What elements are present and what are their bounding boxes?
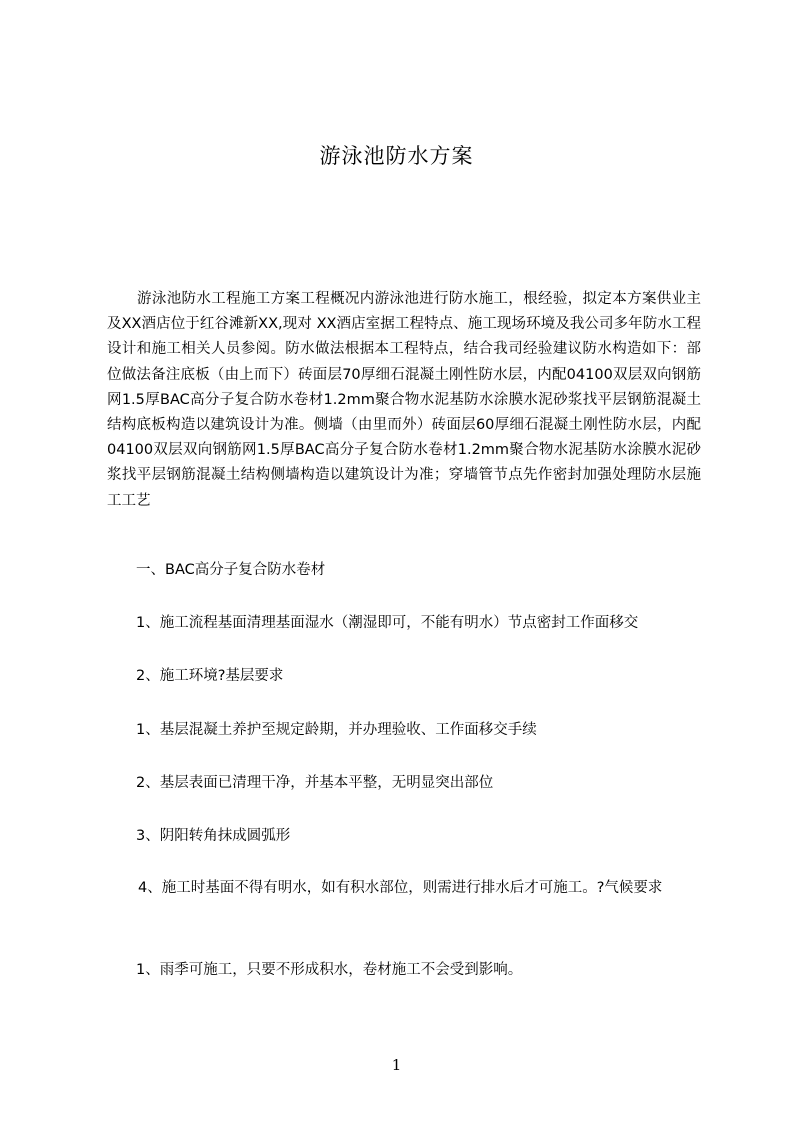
item-base-requirement-3: 3、阴阳转角抹成圆弧形: [136, 828, 291, 844]
item-base-requirement-2: 2、基层表面已清理干净，并基本平整，无明显突出部位: [136, 775, 494, 791]
item-climate-1: 1、雨季可施工，只要不形成积水，卷材施工不会受到影响。: [136, 962, 523, 978]
item-base-requirement-1: 1、基层混凝土养护至规定龄期，并办理验收、工作面移交手续: [136, 722, 537, 738]
page-number: 1: [391, 1056, 402, 1074]
item-base-requirement-4: 4、施工时基面不得有明水，如有积水部位，则需进行排水后才可施工。?气候要求: [138, 880, 663, 896]
section1-heading: 一、BAC高分子复合防水卷材: [136, 562, 326, 578]
intro-paragraph: 游泳池防水工程施工方案工程概况内游泳池进行防水施工，根经验，拟定本方案供业主及XX酒店位于红谷滩新XX,现对 XX酒店室据工程特点、施工现场环境及我公司多年防水工程设计和施工相关人员参阅。防水做法根据本工程特点，结合我司经验建议防水构造如下：部位做法备注底板（由上而下）砖面层70厚细石混凝土刚性防水层，内配04100双层双向钢筋网1.5厚BAC高分子复合防水卷材1.2mm聚合物水泥基防水涂膜水泥砂浆找平层钢筋混凝土结构底板构造以建筑设计为准。侧墙（由里而外）砖面层60厚细石混凝土刚性防水层，内配04100双层双向钢筋网1.5厚BAC高分子复合防水卷材1.2mm聚合物水泥基防水涂膜水泥砂浆找平层钢筋混凝土结构侧墙构造以建筑设计为准；穿墙管节点先作密封加强处理防水层施工工艺: [107, 291, 701, 509]
item-construction-flow: 1、施工流程基面清理基面湿水（潮湿即可，不能有明水）节点密封工作面移交: [136, 615, 639, 631]
item-construction-environment: 2、施工环境?基层要求: [136, 668, 284, 684]
document-title: 游泳池防水方案: [319, 144, 474, 168]
